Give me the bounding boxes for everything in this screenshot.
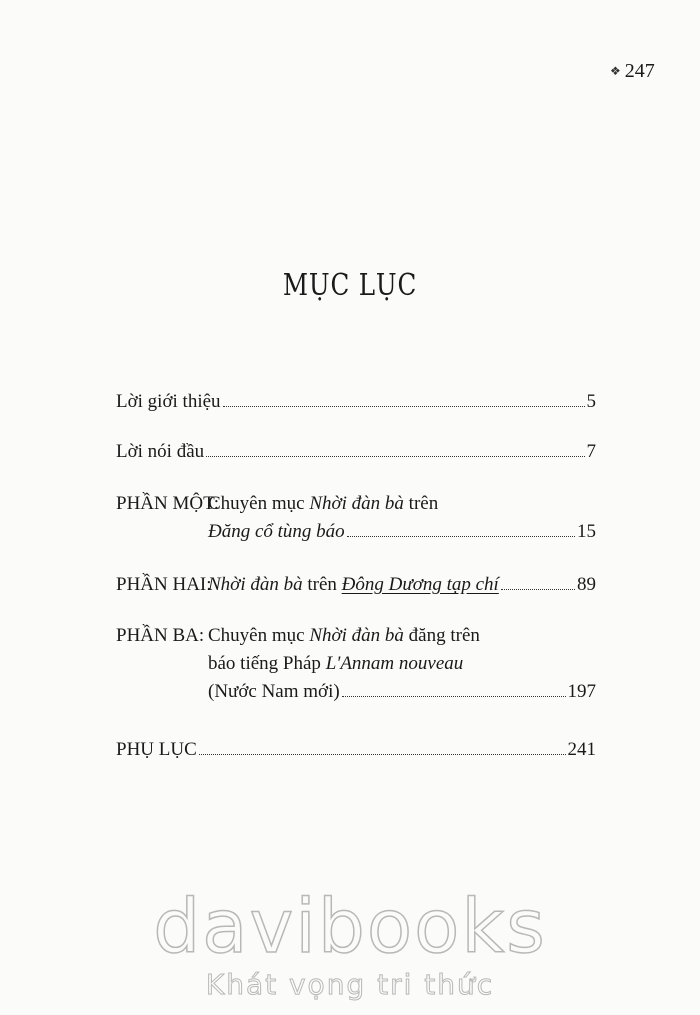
toc-entry-text-cont: Đăng cổ tùng báo <box>208 521 345 542</box>
toc-entry-text: Chuyên mục Nhời đàn bà trên <box>208 493 439 514</box>
toc-entry-page: 7 <box>586 441 596 462</box>
toc-entry-text: Lời giới thiệu <box>116 391 221 412</box>
toc-entry-preface[interactable] <box>116 438 596 466</box>
toc-entry-page: 15 <box>577 521 596 542</box>
toc-entry-text: Lời nói đầu <box>116 441 205 462</box>
dot-leader <box>347 535 575 537</box>
toc-entry-page: 197 <box>567 681 596 702</box>
dot-leader <box>206 455 584 457</box>
watermark-brand: davibooks <box>153 884 547 970</box>
toc-entry-text: PHỤ LỤC <box>116 739 197 760</box>
diamond-ornament-icon: ❖ <box>610 64 621 78</box>
part-label: PHẦN BA: <box>116 625 205 646</box>
dot-leader <box>342 695 566 697</box>
toc-entry-intro[interactable] <box>116 388 596 416</box>
dot-leader <box>223 405 585 407</box>
dot-leader <box>199 753 566 755</box>
toc-entry-page: 241 <box>567 739 596 760</box>
toc-entry-text-cont: báo tiếng Pháp L'Annam nouveau <box>208 653 464 674</box>
toc-entry-page: 89 <box>577 574 596 595</box>
toc-title: MỤC LỤC <box>282 268 418 303</box>
toc-entry-text-cont: (Nước Nam mới) <box>208 681 340 702</box>
toc-entry-page: 5 <box>586 391 596 412</box>
page-number-value: 247 <box>624 60 655 82</box>
part-label: PHẦN HAI: <box>116 574 212 595</box>
toc-entry-part-two[interactable] <box>116 571 596 599</box>
toc-entry-appendix[interactable] <box>116 736 596 764</box>
part-label: PHẦN MỘT: <box>116 493 220 514</box>
toc-entry-text: Chuyên mục Nhời đàn bà đăng trên <box>208 625 480 646</box>
toc-entry-part-one[interactable] <box>116 490 596 546</box>
toc-entry-part-three[interactable] <box>116 622 596 706</box>
watermark-tagline: Khát vọng tri thức <box>205 968 495 1001</box>
dot-leader <box>501 588 575 590</box>
toc-entry-text: Nhời đàn bà trên Đông Dương tạp chí <box>208 574 499 595</box>
page-number <box>610 60 655 83</box>
